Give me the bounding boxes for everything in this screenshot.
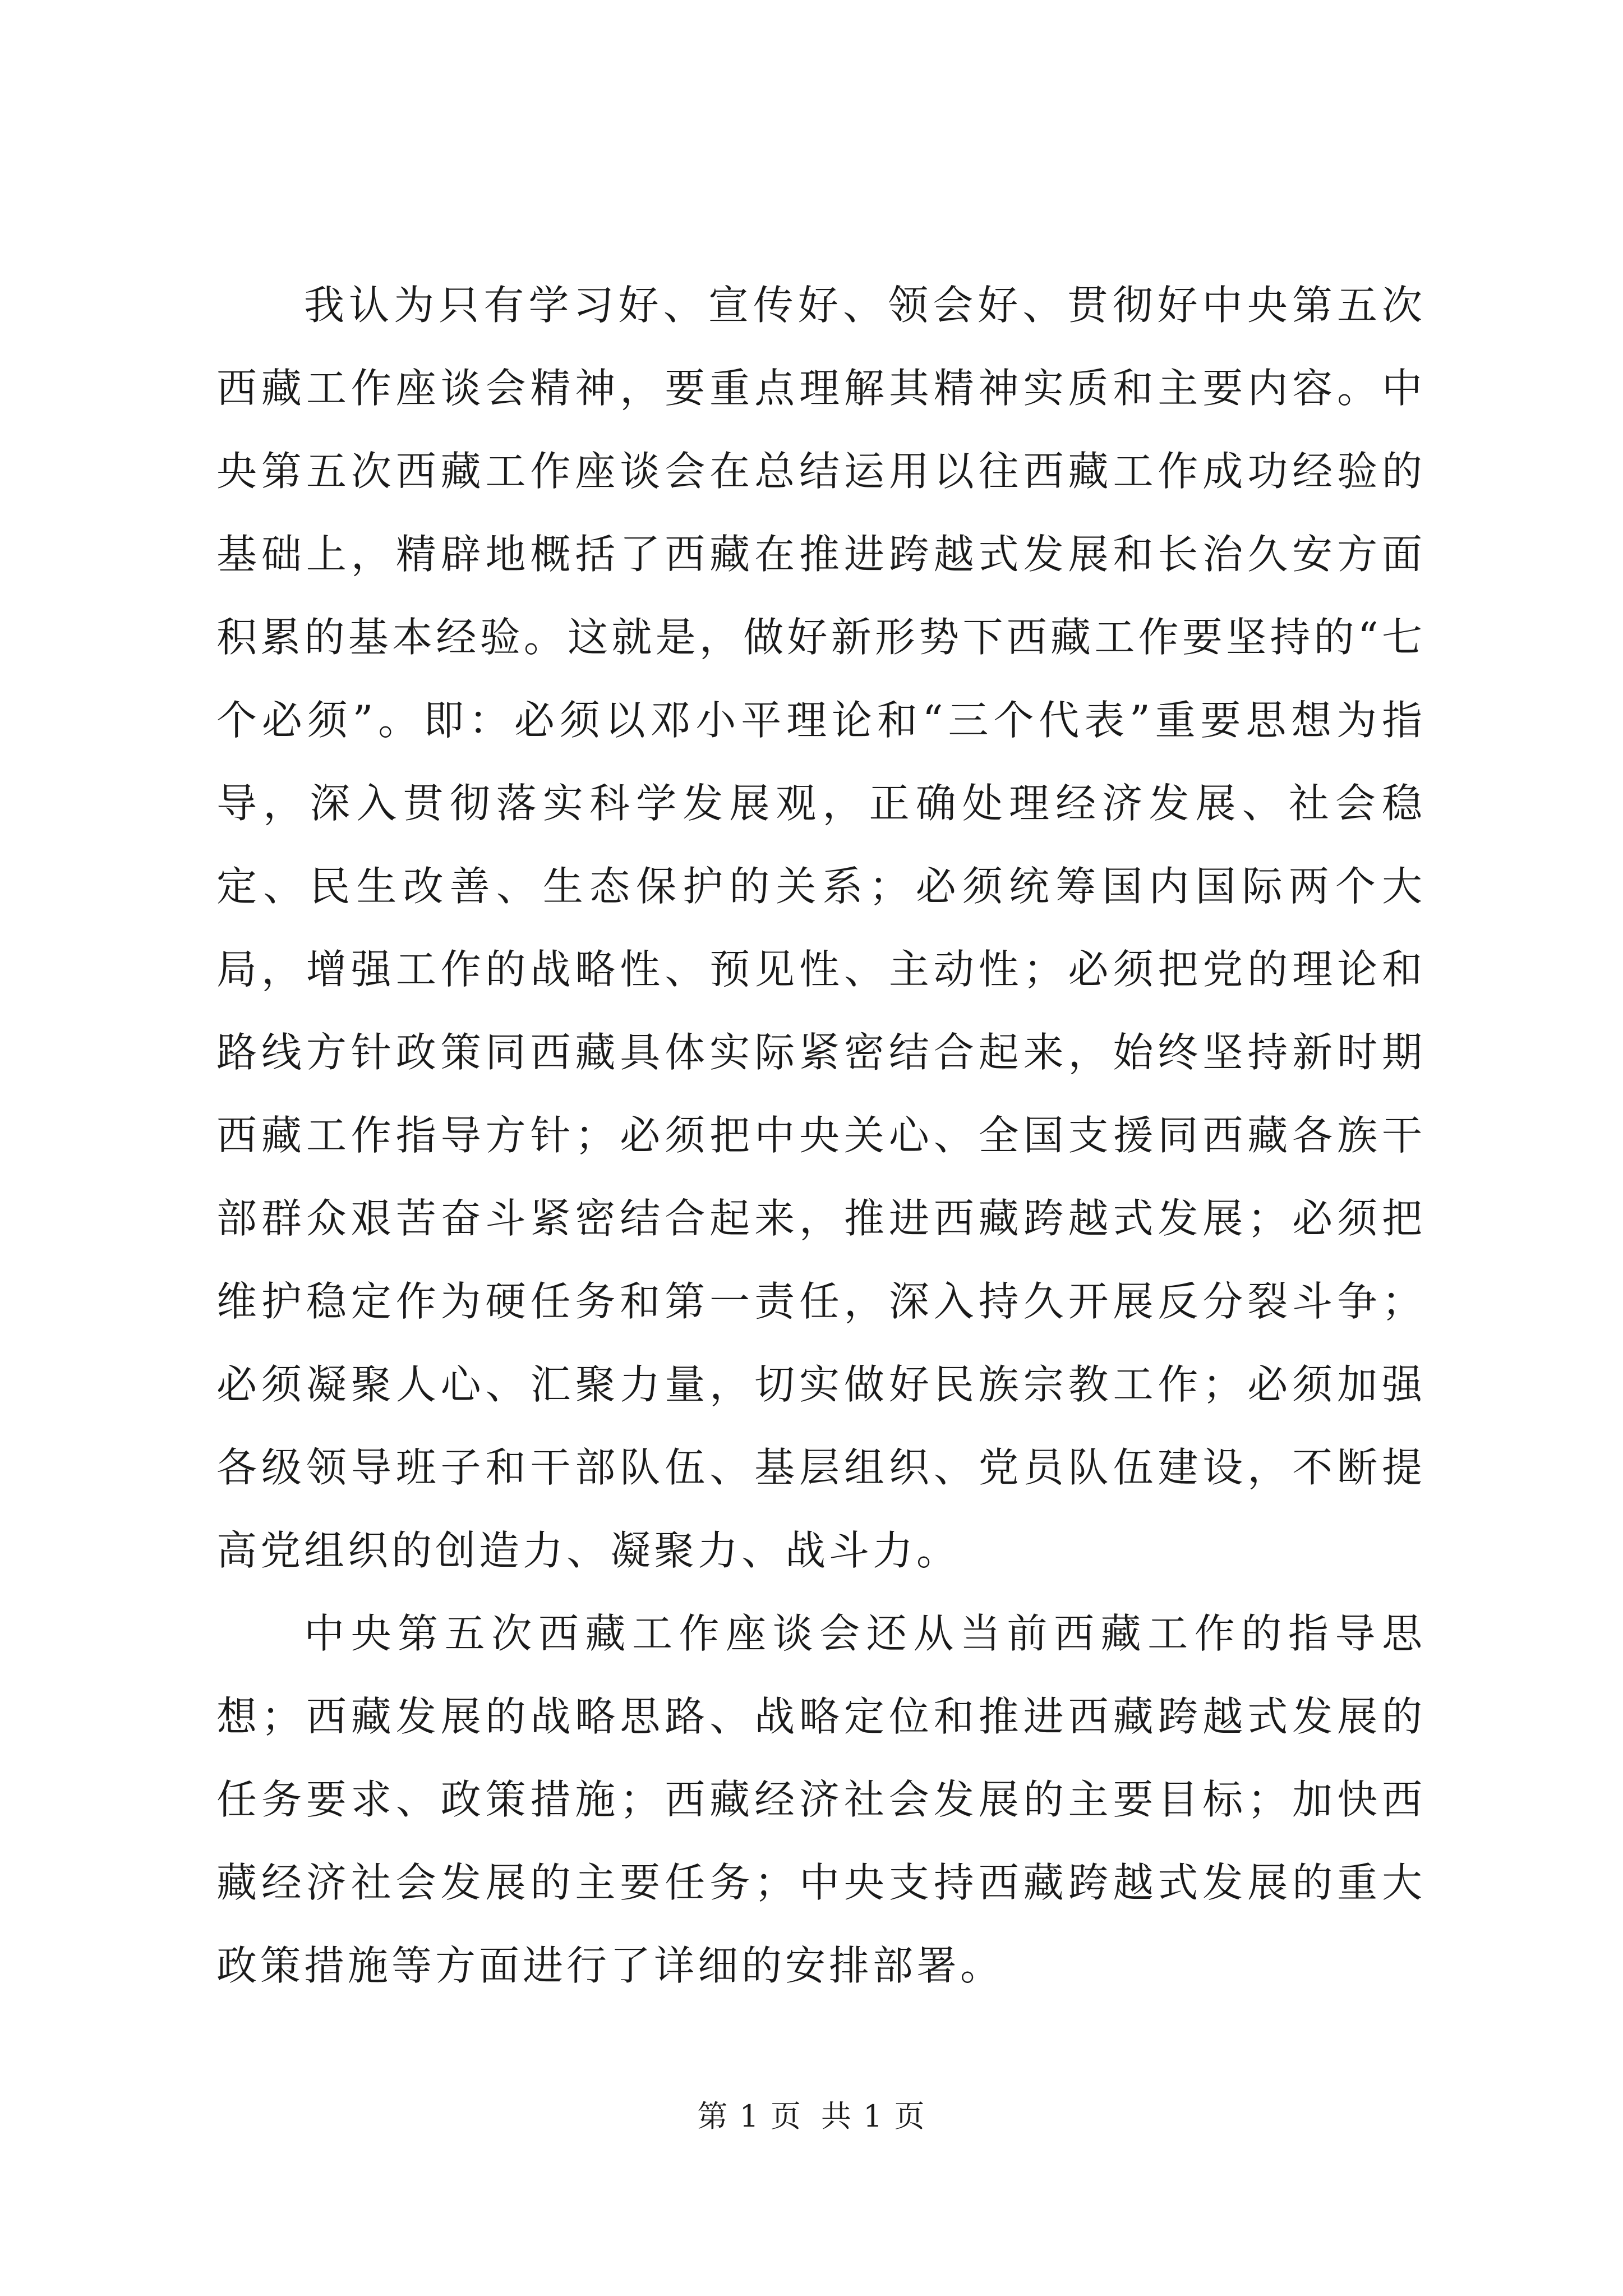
page-total: 共 1 页: [821, 2099, 926, 2134]
document-body: [216, 264, 1426, 2007]
page-number: 第 1 页: [697, 2099, 802, 2134]
paragraph-1: 我认为只有学习好、宣传好、领会好、贯彻好中央第五次西藏工作座谈会精神，要重点理解其精神实质和主要内容。中央第五次西藏工作座谈会在总结运用以往西藏工作成功经验的基础上，精辟地概括了西藏在推进跨越式发展和长治久安方面积累的基本经验。这就是，做好新形势下西藏工作要坚持的“七个必须”。即：必须以邓小平理论和“三个代表”重要思想为指导，深入贯彻落实科学发展观，正确处理经济发展、社会稳定、民生改善、生态保护的关系；必须统筹国内国际两个大局，增强工作的战略性、预见性、主动性；必须把党的理论和路线方针政策同西藏具体实际紧密结合起来，始终坚持新时期西藏工作指导方针；必须把中央关心、全国支援同西藏各族干部群众艰苦奋斗紧密结合起来，推进西藏跨越式发展；必须把维护稳定作为硬任务和第一责任，深入持久开展反分裂斗争；必须凝聚人心、汇聚力量，切实做好民族宗教工作；必须加强各级领导班子和干部队伍、基层组织、党员队伍建设，不断提高党组织的创造力、凝聚力、战斗力。: [216, 282, 1426, 1574]
page-footer: [0, 2092, 1623, 2136]
paragraph-2: 中央第五次西藏工作座谈会还从当前西藏工作的指导思想；西藏发展的战略思路、战略定位和推进西藏跨越式发展的任务要求、政策措施；西藏经济社会发展的主要目标；加快西藏经济社会发展的主要任务；中央支持西藏跨越式发展的重大政策措施等方面进行了详细的安排部署。: [216, 1610, 1426, 1989]
